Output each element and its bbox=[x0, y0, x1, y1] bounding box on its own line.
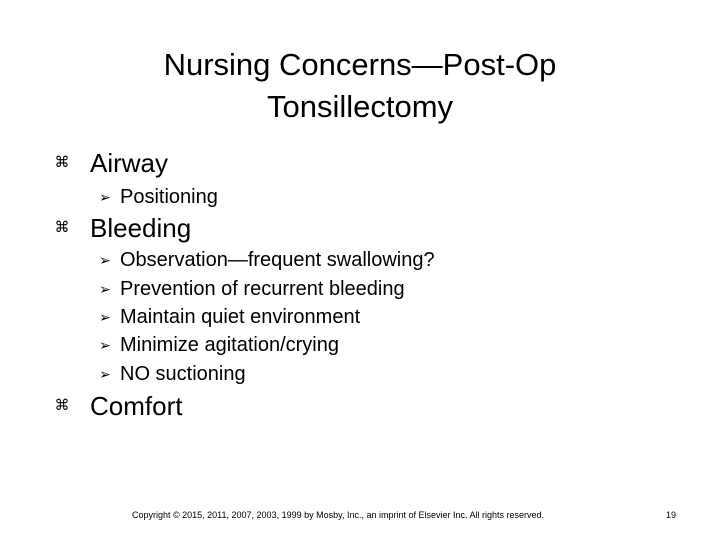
sub-bullet-label: Prevention of recurrent bleeding bbox=[120, 278, 405, 300]
sub-bullet-label: Observation—frequent swallowing? bbox=[120, 249, 435, 271]
sub-bullet-label: Maintain quiet environment bbox=[120, 306, 361, 328]
scroll-bullet-icon: ⌘ bbox=[54, 154, 70, 171]
copyright-footer: Copyright © 2015, 2011, 2007, 2003, 1999 by Mosby, Inc., an imprint of Elsevier Inc. All rights reserved. bbox=[132, 510, 545, 520]
arrowhead-bullet-icon: ➢ bbox=[99, 252, 111, 268]
arrowhead-bullet-icon: ➢ bbox=[99, 337, 111, 353]
bullet-label: Comfort bbox=[90, 391, 183, 421]
page-number: 19 bbox=[666, 510, 677, 520]
arrowhead-bullet-icon: ➢ bbox=[99, 189, 111, 205]
scroll-bullet-icon: ⌘ bbox=[54, 219, 70, 236]
sub-bullet-label: NO suctioning bbox=[120, 363, 246, 385]
bullet-label: Bleeding bbox=[90, 213, 192, 243]
scroll-bullet-icon: ⌘ bbox=[54, 397, 70, 414]
arrowhead-bullet-icon: ➢ bbox=[99, 309, 111, 325]
slide-title-line-1: Nursing Concerns—Post-Op bbox=[163, 47, 557, 82]
arrowhead-bullet-icon: ➢ bbox=[99, 281, 111, 297]
arrowhead-bullet-icon: ➢ bbox=[99, 366, 111, 382]
sub-bullet-label: Minimize agitation/crying bbox=[120, 334, 339, 356]
slide-title-line-2: Tonsillectomy bbox=[266, 89, 454, 124]
bullet-label: Airway bbox=[90, 148, 169, 178]
slide-title bbox=[60, 44, 660, 128]
sub-bullet-label: Positioning bbox=[120, 186, 218, 208]
